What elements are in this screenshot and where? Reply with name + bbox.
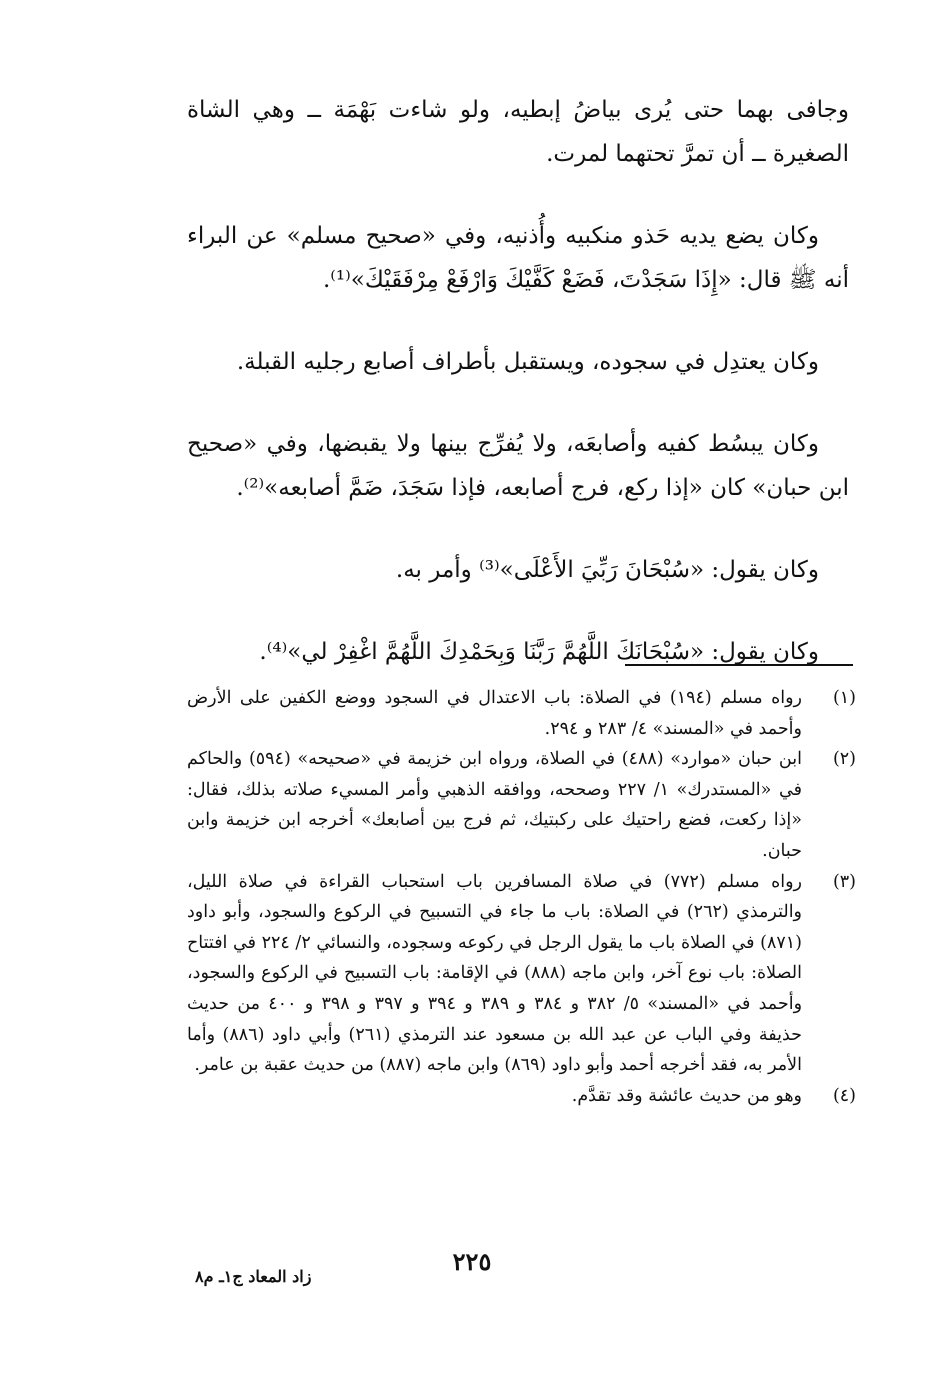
paragraph-1: وجافى بهما حتى يُرى بياضُ إبطيه، ولو شاءت بَهْمَة ــ وهي الشاة الصغيرة ــ أن تمرَّ تحتهما لمرت. bbox=[187, 97, 849, 167]
paragraph-2: وكان يضع يديه حَذو منكبيه وأُذنيه، وفي «صحيح مسلم» عن البراء أنه ﷺ قال: «إِذَا سَجَدْتَ، فَضَعْ كَفَّيْكَ وَارْفَعْ مِرْفَقَيْكَ»⁽¹⁾. bbox=[187, 223, 849, 293]
footnote-divider bbox=[625, 664, 853, 666]
page-number: ٢٢٥ bbox=[452, 1247, 492, 1276]
footnote-text: رواه مسلم (١٩٤) في الصلاة: باب الاعتدال في السجود ووضع الكفين على الأرض وأحمد في «المسند» ٤/ ٢٨٣ و ٢٩٤. bbox=[187, 688, 803, 739]
footnote-number: (١) bbox=[832, 688, 856, 708]
paragraph-3: وكان يعتدِل في سجوده، ويستقبل بأطراف أصابع رجليه القبلة. bbox=[236, 349, 819, 375]
paragraph-4: وكان يبسُط كفيه وأصابعَه، ولا يُفرِّج بينها ولا يقبضها، وفي «صحيح ابن حبان» كان «إذا ركع، فرج أصابعه، فإذا سَجَدَ، ضَمَّ أصابعه»⁽²⁾. bbox=[187, 431, 849, 501]
footnotes bbox=[187, 683, 856, 1111]
footnote-1 bbox=[187, 683, 856, 744]
printer-signature: زاد المعاد ج١ـ م٨ bbox=[195, 1267, 312, 1286]
footnote-text: رواه مسلم (٧٧٢) في صلاة المسافرين باب استحباب القراءة في صلاة الليل، والترمذي (٢٦٢) في الصلاة: باب ما جاء في التسبيح في الركوع والسجود، وأبو داود (٨٧١) في الصلاة باب ما يقول الرجل في ركوعه وسجوده، والنسائي ٢/ ٢٢٤ في افتتاح الصلاة: باب نوع آخر، وابن ماجه (٨٨٨) في الإقامة: باب التسبيح في الركوع والسجود، وأحمد في «المسند» ٥/ ٣٨٢ و ٣٨٤ و ٣٨٩ و ٣٩٤ و ٣٩٧ و ٣٩٨ و ٤٠٠ من حديث حذيفة وفي الباب عن عبد الله بن مسعود عند الترمذي (٢٦١) وأبي داود (٨٨٦) وأما الأمر به، فقد أخرجه أحمد وأبو داود (٨٦٩) وابن ماجه (٨٨٧) من حديث عقبة بن عامر. bbox=[187, 871, 803, 1076]
footnote-number: (٣) bbox=[832, 871, 856, 892]
footnote-4 bbox=[187, 1081, 856, 1112]
paragraph-6: وكان يقول: «سُبْحَانَكَ اللَّهُمَّ رَبَّنَا وَبِحَمْدِكَ اللَّهُمَّ اغْفِرْ لي»⁽⁴⁾. bbox=[259, 639, 819, 665]
footnote-2 bbox=[187, 744, 856, 866]
footnote-3 bbox=[187, 867, 856, 1081]
footnote-number: (٤) bbox=[832, 1085, 856, 1106]
main-text bbox=[187, 88, 849, 712]
footnote-text: وهو من حديث عائشة وقد تقدَّم. bbox=[571, 1085, 802, 1106]
footnote-text: ابن حبان «موارد» (٤٨٨) في الصلاة، ورواه ابن خزيمة في «صحيحه» (٥٩٤) والحاكم في «المستدرك» ١/ ٢٢٧ وصححه، ووافقه الذهبي وأمر المسيء صلاته بذلك، فقال: «إذا ركعت، فضع راحتيك على ركبتيك، ثم فرج بين أصابعك» أخرجه ابن خزيمة وابن حبان. bbox=[187, 749, 802, 861]
paragraph-5: وكان يقول: «سُبْحَانَ رَبِّيَ الأَعْلَى»⁽³⁾ وأمر به. bbox=[395, 557, 819, 583]
footnote-number: (٢) bbox=[832, 749, 856, 770]
